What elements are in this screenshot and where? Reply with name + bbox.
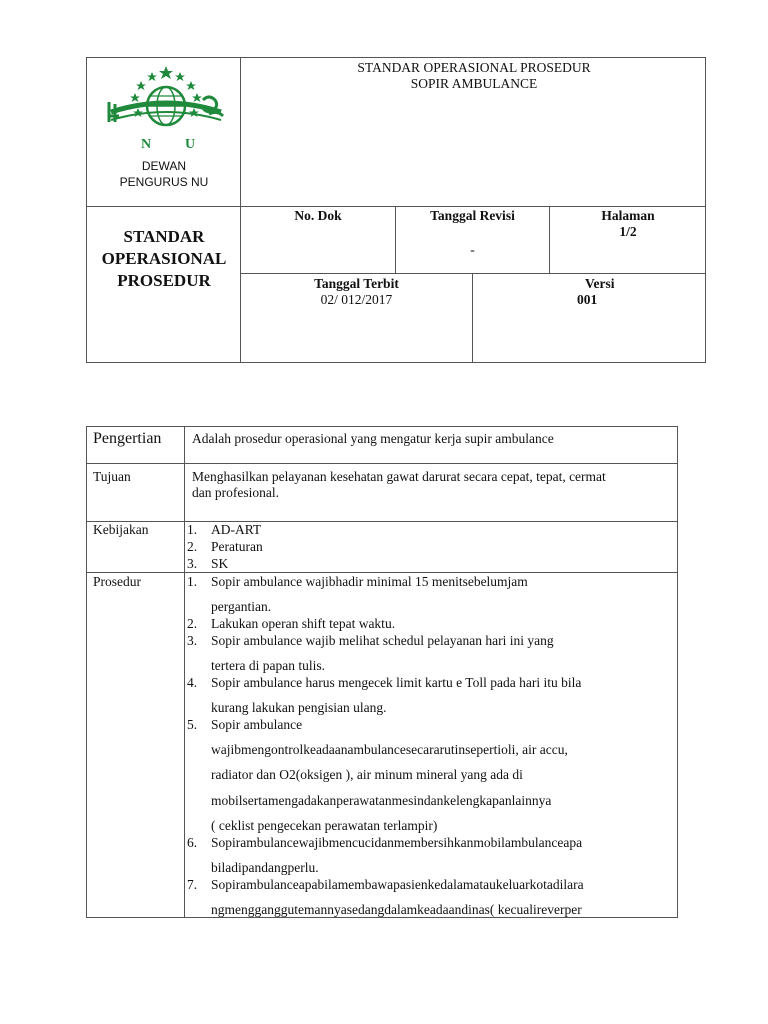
- kebijakan-item-text: AD-ART: [211, 522, 262, 537]
- tanggal-revisi-label: Tanggal Revisi: [430, 208, 515, 223]
- prosedur-item-text: ( ceklist pengecekan perawatan terlampir): [211, 818, 438, 833]
- versi-value: 001: [577, 292, 598, 307]
- prosedur-item-number: 2.: [187, 616, 198, 631]
- kebijakan-item-text: SK: [211, 556, 229, 571]
- sop-label-line2: OPERASIONAL: [101, 249, 227, 268]
- pengertian-text: Adalah prosedur operasional yang mengatur kerja supir ambulance: [192, 431, 554, 446]
- sop-header-table: [86, 57, 706, 363]
- prosedur-item: [187, 574, 667, 590]
- tujuan-text-line1: Menghasilkan pelayanan kesehatan gawat darurat secara cepat, tepat, cermat: [192, 469, 606, 484]
- pengertian-label: Pengertian: [93, 430, 162, 447]
- prosedur-item-number: 3.: [187, 633, 198, 648]
- prosedur-item-cont: [211, 860, 667, 876]
- prosedur-item-cont: [211, 793, 667, 809]
- kebijakan-label: Kebijakan: [93, 522, 149, 537]
- sop-body-table: [86, 426, 678, 918]
- prosedur-item-number: 7.: [187, 877, 198, 892]
- kebijakan-item-text: Peraturan: [211, 539, 263, 554]
- kebijakan-item: 1. AD-ART: [187, 522, 262, 537]
- tanggal-revisi-value: -: [470, 242, 475, 257]
- prosedur-item: [187, 835, 667, 851]
- prosedur-item-text: wajibmengontrolkeadaanambulancesecararutinsepertioli, air accu,: [211, 742, 568, 757]
- nu-logo: [105, 64, 227, 156]
- prosedur-item-text: ngmengganggutemannyasedangdalamkeadaandinas( kecualireverper: [211, 902, 582, 917]
- prosedur-item-cont: [211, 658, 667, 674]
- prosedur-item-text: pergantian.: [211, 599, 272, 614]
- title-line1: STANDAR OPERASIONAL PROSEDUR: [357, 60, 591, 75]
- prosedur-item: [187, 675, 667, 691]
- logo-letter-n: N: [141, 137, 152, 152]
- versi-label: Versi: [585, 276, 615, 291]
- prosedur-item-text: Sopir ambulance wajib melihat schedul pelayanan hari ini yang: [211, 633, 554, 648]
- prosedur-item-text: Sopirambulanceapabilamembawapasienkedalamataukeluarkotadilara: [211, 877, 584, 892]
- prosedur-item-cont: [211, 767, 667, 783]
- title-line2: SOPIR AMBULANCE: [410, 76, 538, 91]
- tanggal-terbit-value: 02/ 012/2017: [320, 292, 393, 307]
- tujuan-label: Tujuan: [93, 469, 131, 484]
- prosedur-item-cont: [211, 902, 667, 918]
- tujuan-text-line2: dan profesional.: [192, 485, 279, 500]
- header-divider: [87, 206, 705, 207]
- document-title: [241, 58, 707, 92]
- prosedur-item-text: Sopir ambulance harus mengecek limit kartu e Toll pada hari itu bila: [211, 675, 582, 690]
- prosedur-item-text: tertera di papan tulis.: [211, 658, 325, 673]
- halaman-label: Halaman: [601, 208, 655, 223]
- prosedur-item-cont: [211, 599, 667, 615]
- prosedur-item-number: 4.: [187, 675, 198, 690]
- prosedur-item-text: radiator dan O2(oksigen ), air minum mineral yang ada di: [211, 767, 523, 782]
- prosedur-item-number: 5.: [187, 717, 198, 732]
- prosedur-item-text: Sopir ambulance: [211, 717, 303, 732]
- prosedur-item-cont: [211, 818, 667, 834]
- prosedur-item: [187, 633, 667, 649]
- prosedur-item: [187, 877, 667, 893]
- prosedur-item-number: 6.: [187, 835, 198, 850]
- prosedur-item: [187, 616, 667, 632]
- body-divider: [87, 463, 677, 464]
- prosedur-item-cont: [211, 742, 667, 758]
- prosedur-item-cont: [211, 700, 667, 716]
- no-dok-label: No. Dok: [294, 208, 342, 223]
- tanggal-terbit-label: Tanggal Terbit: [314, 276, 399, 291]
- prosedur-item-text: mobilsertamengadakanperawatanmesindankelengkapanlainnya: [211, 793, 552, 808]
- header-divider: [241, 273, 705, 274]
- sop-label-line3: PROSEDUR: [117, 271, 211, 290]
- halaman-value: 1/2: [619, 224, 637, 239]
- sop-label-line1: STANDAR: [123, 227, 205, 246]
- body-divider: [184, 427, 185, 917]
- prosedur-item: [187, 717, 667, 733]
- prosedur-item-text: Lakukan operan shift tepat waktu.: [211, 616, 396, 631]
- prosedur-item-text: kurang lakukan pengisian ulang.: [211, 700, 387, 715]
- org-name-line1: DEWAN: [141, 159, 187, 173]
- kebijakan-item: 3. SK: [187, 556, 229, 571]
- logo-letter-u: U: [185, 137, 196, 152]
- kebijakan-item: 2. Peraturan: [187, 539, 263, 554]
- prosedur-item-number: 1.: [187, 574, 198, 589]
- body-divider: [87, 572, 677, 573]
- prosedur-label: Prosedur: [93, 574, 141, 589]
- sop-label: [87, 226, 241, 292]
- prosedur-item-text: Sopir ambulance wajibhadir minimal 15 menitsebelumjam: [211, 574, 528, 589]
- org-name-line2: PENGURUS NU: [119, 175, 209, 189]
- prosedur-item-text: Sopirambulancewajibmencucidanmembersihkanmobilambulanceapa: [211, 835, 583, 850]
- logo-cell: [87, 58, 241, 206]
- prosedur-item-text: biladipandangperlu.: [211, 860, 319, 875]
